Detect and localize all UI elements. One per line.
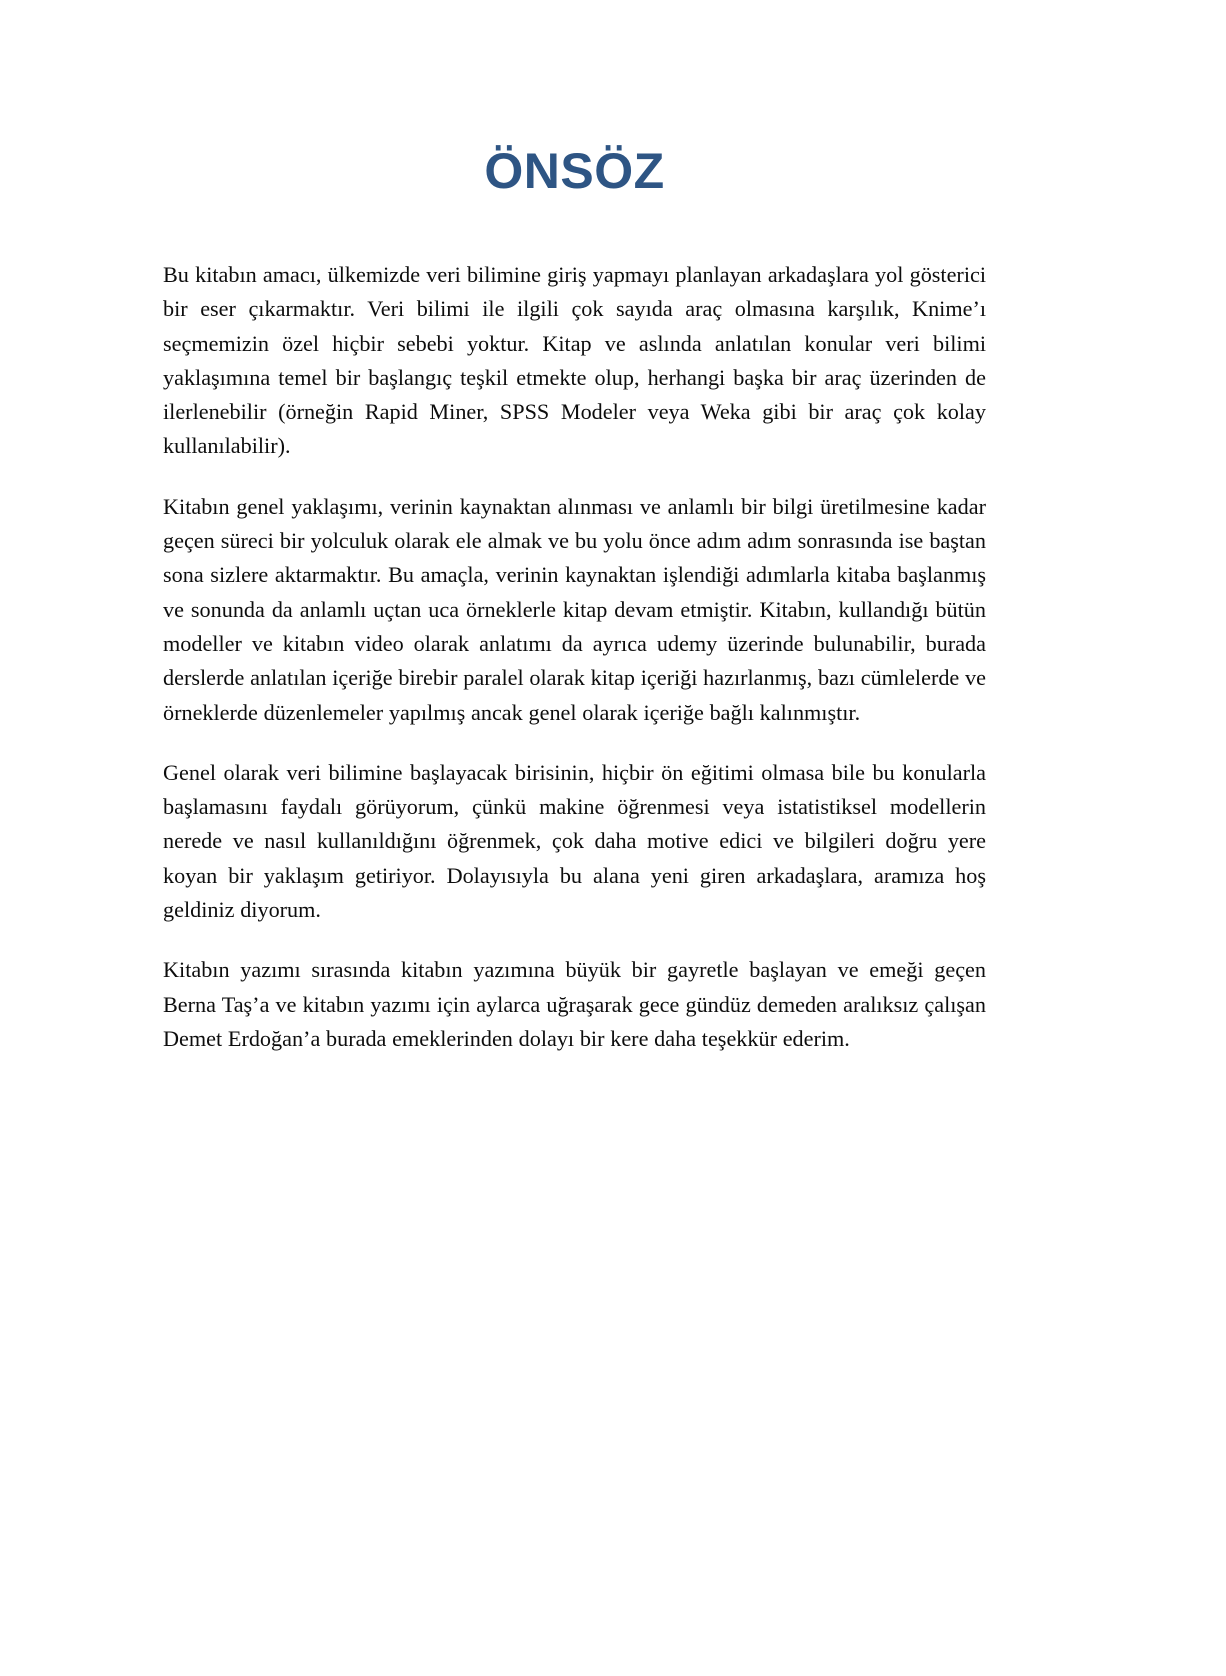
paragraph-4: Kitabın yazımı sırasında kitabın yazımına büyük bir gayretle başlayan ve emeği geçen Berna Taş’a ve kitabın yazımı için aylarca uğraşarak gece gündüz demeden aralıksız çalışan Demet Erdoğan’a burada emeklerinden dolayı bir kere daha teşekkür ederim. <box>163 957 986 1051</box>
paragraph-3: Genel olarak veri bilimine başlayacak birisinin, hiçbir ön eğitimi olmasa bile bu konularla başlamasını faydalı görüyorum, çünkü makine öğrenmesi veya istatistiksel modellerin nerede ve nasıl kullanıldığını öğrenmek, çok daha motive edici ve bilgileri doğru yere koyan bir yaklaşım getiriyor. Dolayısıyla bu alana yeni giren arkadaşlara, aramıza hoş geldiniz diyorum. <box>163 759 986 923</box>
paragraph-2: Kitabın genel yaklaşımı, verinin kaynaktan alınması ve anlamlı bir bilgi üretilmesine kadar geçen süreci bir yolculuk olarak ele almak ve bu yolu önce adım adım sonrasında ise baştan sona sizlere aktarmaktır. Bu amaçla, verinin kaynaktan işlendiği adımlarla kitaba başlanmış ve sonunda da anlamlı uçtan uca örneklerle kitap devam etmiştir. Kitabın, kullandığı bütün modeller ve kitabın video olarak anlatımı da ayrıca udemy üzerinde bulunabilir, burada derslerde anlatılan içeriğe birebir paralel olarak kitap içeriği hazırlanmış, bazı cümlelerde ve örneklerde düzenlemeler yapılmış ancak genel olarak içeriğe bağlı kalınmıştır. <box>163 493 986 725</box>
body-text-block <box>163 258 986 1056</box>
paragraph-1: Bu kitabın amacı, ülkemizde veri bilimine giriş yapmayı planlayan arkadaşlara yol gösterici bir eser çıkarmaktır. Veri bilimi ile ilgili çok sayıda araç olmasına karşılık, Knime’ı seçmemizin özel hiçbir sebebi yoktur. Kitap ve aslında anlatılan konular veri bilimi yaklaşımına temel bir başlangıç teşkil etmekte olup, herhangi başka bir araç üzerinden de ilerlenebilir (örneğin Rapid Miner, SPSS Modeler veya Weka gibi bir araç çok kolay kullanılabilir). <box>163 262 986 459</box>
page-title: ÖNSÖZ <box>484 143 665 199</box>
